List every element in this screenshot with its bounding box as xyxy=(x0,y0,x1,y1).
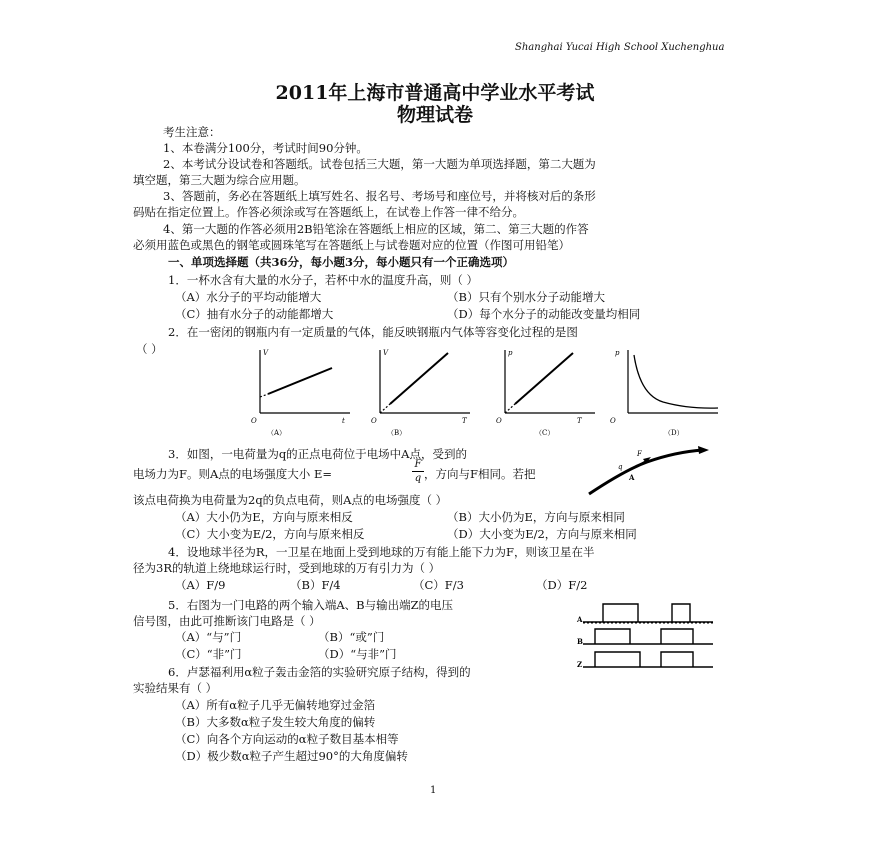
q4-option-c: （C）F/3 xyxy=(413,578,464,592)
notice-item-2-cont: 填空题，第三大题为综合应用题。 xyxy=(133,173,306,187)
graph-a-label: （A） xyxy=(267,429,287,437)
q3-option-a: （A）大小仍为E，方向与原来相反 xyxy=(175,510,353,524)
q6-option-d: （D）极少数α粒子产生超过90°的大角度偏转 xyxy=(175,749,408,763)
graph-b-origin: O xyxy=(371,417,377,425)
notice-item-2: 2、本考试分设试卷和答题纸。试卷包括三大题，第一大题为单项选择题，第二大题为 xyxy=(163,157,596,171)
q1-option-a: （A）水分子的平均动能增大 xyxy=(175,290,322,304)
graph-b-xlabel: T xyxy=(462,417,467,425)
q4-line-1: 4．设地球半径为R，一卫星在地面上受到地球的万有能上能下力为F，则该卫星在半 xyxy=(168,545,595,559)
notice-heading: 考生注意： xyxy=(163,125,221,139)
signal-b-label: B xyxy=(577,637,583,646)
graph-a xyxy=(250,345,360,440)
logic-signal-figure xyxy=(575,600,720,675)
graph-c-ylabel: p xyxy=(508,349,513,357)
notice-item-4-cont: 必须用蓝色或黑色的钢笔或圆珠笔写在答题纸上与试卷题对应的位置（作图可用铅笔） xyxy=(133,238,570,252)
q6-option-c: （C）向各个方向运动的α粒子数目基本相等 xyxy=(175,732,399,746)
q2-stem: 2．在一密闭的钢瓶内有一定质量的气体，能反映钢瓶内气体等容变化过程的是图 xyxy=(168,325,578,339)
q3-line-1: 3．如图，一电荷量为q的正点电荷位于电场中A点，受到的 xyxy=(168,447,467,461)
graph-a-ylabel: V xyxy=(263,349,269,357)
q5-option-b: （B）“或”门 xyxy=(318,630,385,644)
q1-option-b: （B）只有个别水分子动能增大 xyxy=(447,290,605,304)
notice-item-1: 1、本卷满分100分，考试时间90分钟。 xyxy=(163,141,368,155)
exam-title: 2011年上海市普通高中学业水平考试 xyxy=(275,82,595,104)
graph-b-label: （B） xyxy=(387,429,407,437)
page-number: 1 xyxy=(430,785,437,796)
q3-option-c: （C）大小变为E/2，方向与原来相反 xyxy=(175,527,365,541)
graph-d xyxy=(610,345,728,440)
q3-option-b: （B）大小仍为E，方向与原来相同 xyxy=(447,510,625,524)
graph-a-xlabel: t xyxy=(342,417,345,425)
graph-c-label: （C） xyxy=(535,429,555,437)
q5-line-2: 信号图，由此可推断该门电路是（ ） xyxy=(133,614,321,628)
graph-b-ylabel: V xyxy=(383,349,389,357)
q3-line-2a: 电场力为F。则A点的电场强度大小 E= xyxy=(133,467,332,481)
graph-d-ylabel: p xyxy=(615,349,620,357)
q6-option-a: （A）所有α粒子几乎无偏转地穿过金箔 xyxy=(175,698,376,712)
q3-line-3: 该点电荷换为电荷量为2q的负点电荷，则A点的电场强度（ ） xyxy=(133,493,448,507)
graph-b xyxy=(370,345,480,440)
q6-line-1: 6．卢瑟福利用α粒子轰击金箔的实验研究原子结构，得到的 xyxy=(168,665,471,679)
q3-line-2b: ，方向与F相同。若把 xyxy=(424,467,536,481)
graph-a-origin: O xyxy=(251,417,257,425)
q5-line-1: 5．右图为一门电路的两个输入端A、B与输出端Z的电压 xyxy=(168,598,454,612)
q4-option-d: （D）F/2 xyxy=(536,578,588,592)
fraction-denominator: q xyxy=(412,471,424,485)
q3-option-d: （D）大小变为E/2，方向与原来相同 xyxy=(447,527,637,541)
q1-stem: 1．一杯水含有大量的水分子，若杯中水的温度升高，则（ ） xyxy=(168,273,478,287)
electric-field-figure xyxy=(585,442,715,502)
notice-item-3: 3、答题前，务必在答题纸上填写姓名、报名号、考场号和座位号，并将核对后的条形 xyxy=(163,189,596,203)
graph-c xyxy=(495,345,605,440)
q5-option-c: （C）“非”门 xyxy=(175,647,242,661)
graph-c-origin: O xyxy=(496,417,502,425)
q6-option-b: （B）大多数α粒子发生较大角度的偏转 xyxy=(175,715,376,729)
signal-a-label: A xyxy=(577,615,583,624)
notice-item-4: 4、第一大题的作答必须用2B铅笔涂在答题纸上相应的区域，第二、第三大题的作答 xyxy=(163,222,589,236)
q5-option-d: （D）“与非”门 xyxy=(318,647,397,661)
exam-subtitle: 物理试卷 xyxy=(396,104,473,126)
charge-label: q xyxy=(618,463,623,471)
section-heading: 一、单项选择题（共36分，每小题3分，每小题只有一个正确选项） xyxy=(168,255,515,269)
graph-d-label: （D） xyxy=(664,429,684,437)
point-a-label: A xyxy=(629,473,635,482)
signal-z-label: Z xyxy=(577,660,583,669)
q1-option-c: （C）抽有水分子的动能都增大 xyxy=(175,307,334,321)
q4-line-2: 径为3R的轨道上绕地球运行时，受到地球的万有引力为（ ） xyxy=(133,561,441,575)
q6-line-2: 实验结果有（ ） xyxy=(133,681,218,695)
q5-option-a: （A）“与”门 xyxy=(175,630,242,644)
q4-option-a: （A）F/9 xyxy=(175,578,226,592)
notice-item-3-cont: 码贴在指定位置上。作答必须涂或写在答题纸上，在试卷上作答一律不给分。 xyxy=(133,205,524,219)
page-header: Shanghai Yucai High School Xuchenghua xyxy=(515,42,725,53)
graph-d-origin: O xyxy=(610,417,616,425)
graph-c-xlabel: T xyxy=(577,417,582,425)
force-label: F xyxy=(637,450,642,458)
q2-answer-paren: （ ） xyxy=(136,342,163,356)
fraction-numerator: F xyxy=(414,459,422,470)
field-strength-fraction xyxy=(412,458,424,485)
q4-option-b: （B）F/4 xyxy=(290,578,341,592)
q1-option-d: （D）每个水分子的动能改变量均相同 xyxy=(447,307,641,321)
